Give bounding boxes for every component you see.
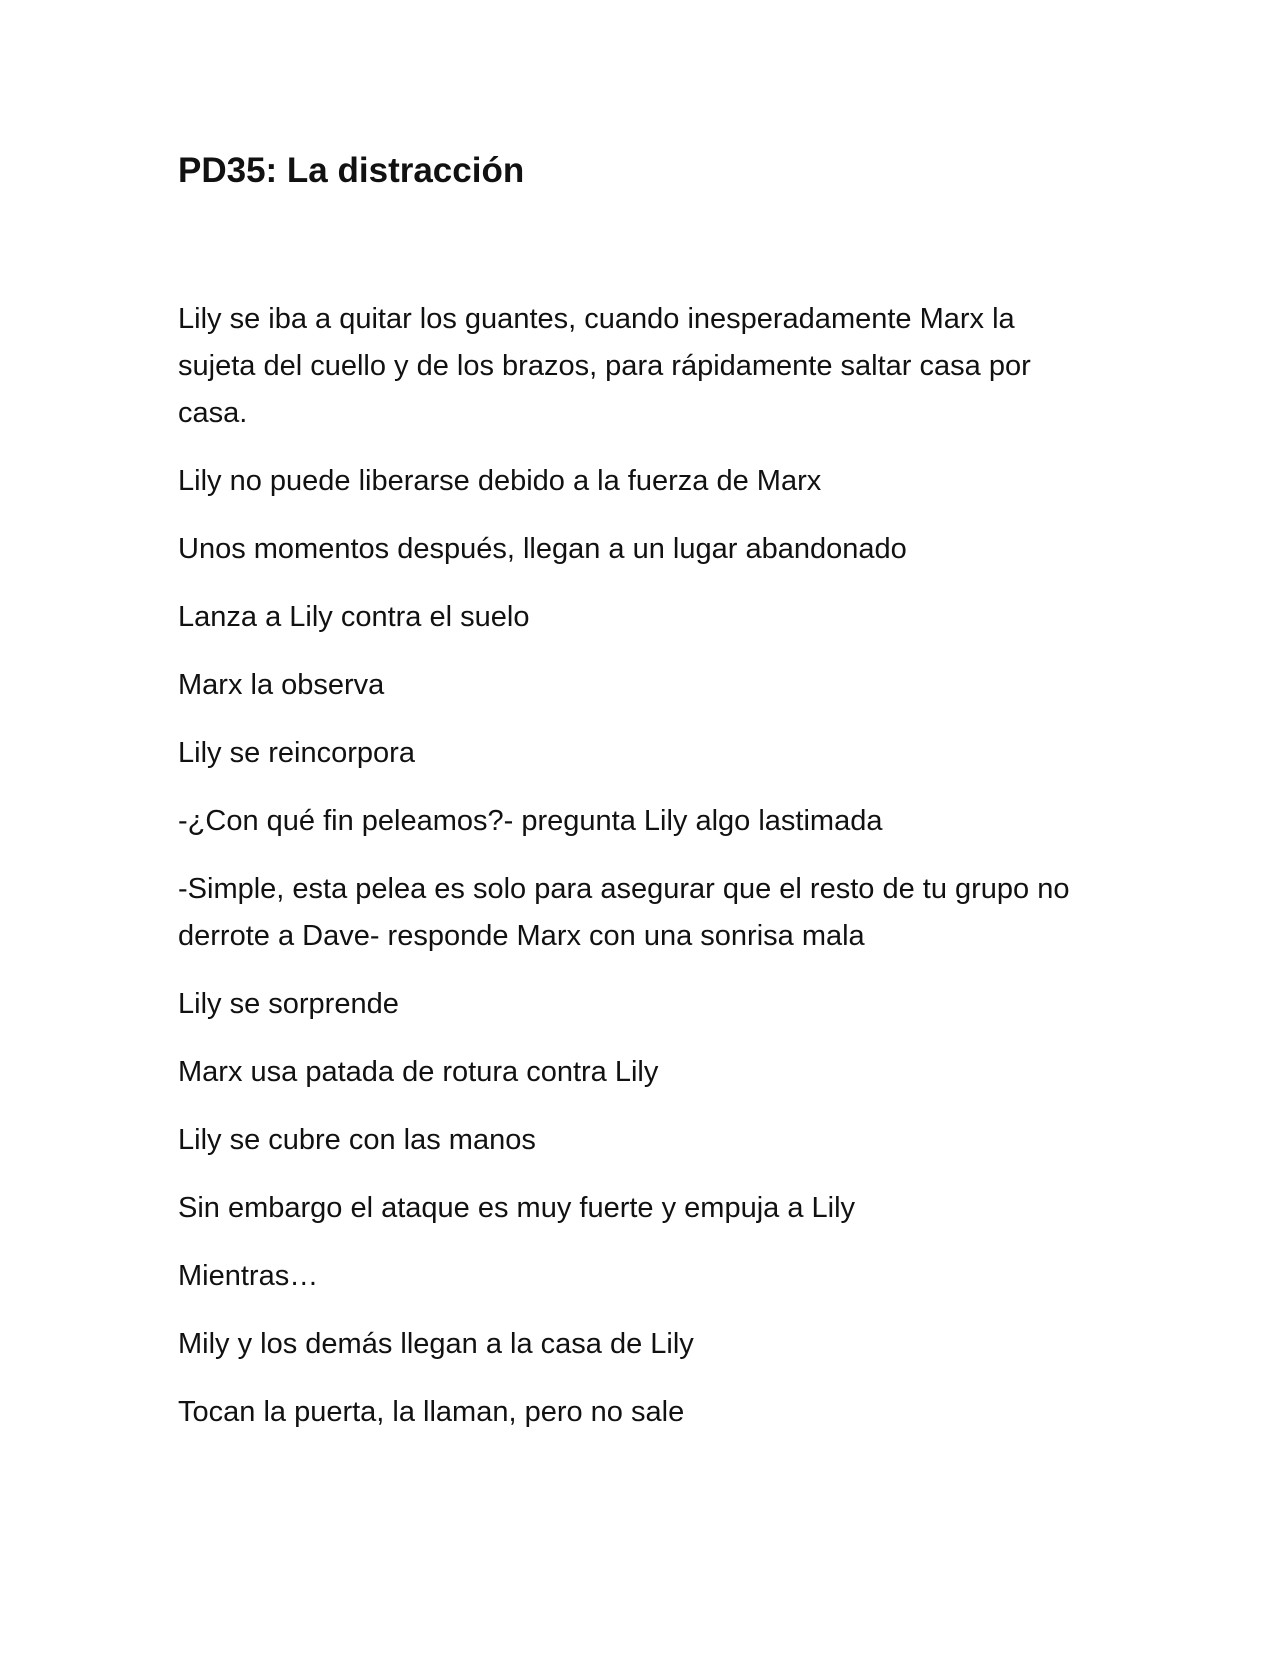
- paragraph: Lily se cubre con las manos: [178, 1124, 536, 1156]
- paragraph: Lily se sorprende: [178, 988, 399, 1020]
- document-title: PD35: La distracción: [178, 151, 525, 190]
- paragraph: Sin embargo el ataque es muy fuerte y empuja a Lily: [178, 1192, 856, 1224]
- paragraph: Marx la observa: [178, 669, 385, 701]
- paragraph: Mily y los demás llegan a la casa de Lily: [178, 1328, 694, 1360]
- paragraph: Unos momentos después, llegan a un lugar abandonado: [178, 533, 907, 565]
- paragraph: Lily se reincorpora: [178, 737, 415, 769]
- paragraph: Mientras…: [178, 1260, 319, 1292]
- document-page: [178, 150, 1098, 1457]
- paragraph: Lily se iba a quitar los guantes, cuando inesperadamente Marx la sujeta del cuello y de los brazos, para rápidamente saltar casa por casa.: [178, 303, 1031, 429]
- paragraph: Tocan la puerta, la llaman, pero no sale: [178, 1396, 685, 1428]
- paragraph: -Simple, esta pelea es solo para asegurar que el resto de tu grupo no derrote a Dave- responde Marx con una sonrisa mala: [178, 873, 1070, 952]
- paragraph: Marx usa patada de rotura contra Lily: [178, 1056, 659, 1088]
- paragraph: Lily no puede liberarse debido a la fuerza de Marx: [178, 465, 822, 497]
- paragraph: -¿Con qué fin peleamos?- pregunta Lily algo lastimada: [178, 805, 883, 837]
- paragraph: Lanza a Lily contra el suelo: [178, 601, 530, 633]
